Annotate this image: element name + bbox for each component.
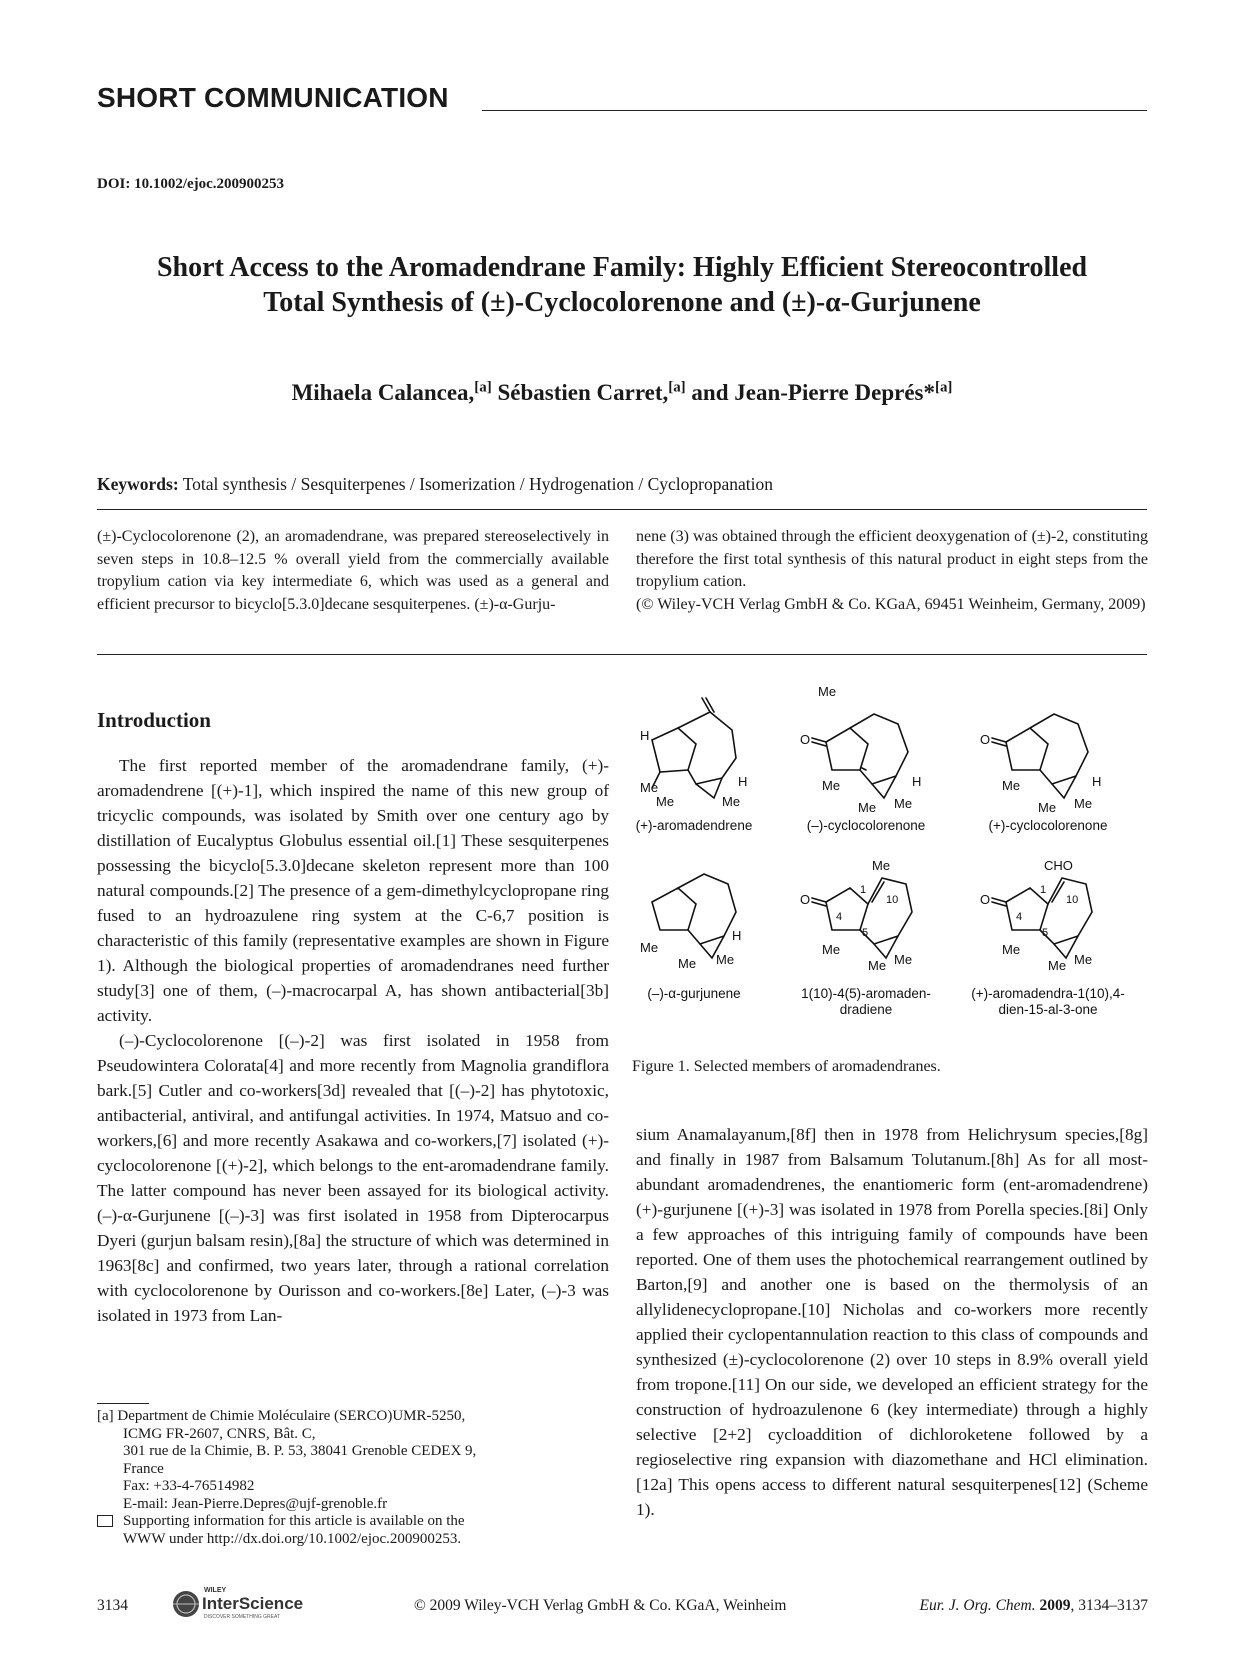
- page-number: 3134: [97, 1597, 128, 1614]
- compound-label: (+)-aromadendrene: [635, 818, 753, 833]
- figure-caption: Figure 1. Selected members of aromadendranes.: [632, 1058, 941, 1075]
- body-right-column: [636, 1122, 1148, 1522]
- atom-o: O: [800, 732, 811, 747]
- atom-me: Me: [656, 794, 675, 809]
- keywords: [97, 474, 773, 495]
- journal-name: Eur. J. Org. Chem.: [919, 1597, 1036, 1614]
- abstract-right: [636, 526, 1148, 616]
- atom-me: Me: [640, 940, 659, 955]
- journal-reference: [880, 1597, 1148, 1615]
- atom-h: H: [732, 928, 742, 943]
- header-rule: [482, 110, 1147, 111]
- atom-me: Me: [1074, 952, 1093, 967]
- atom-me: Me: [1038, 800, 1057, 815]
- authors: [97, 380, 1147, 406]
- compound-label: dien-15-al-3-one: [998, 1002, 1098, 1017]
- atom-me: Me: [868, 958, 887, 973]
- structure-gurjunene: [652, 874, 736, 958]
- atom-h: H: [1092, 774, 1102, 789]
- title-line-1: Short Access to the Aromadendrane Family: Highly Efficient Stereocontrolled: [156, 252, 1088, 283]
- computer-icon: [97, 1515, 113, 1527]
- keywords-text: Total synthesis / Sesquiterpenes / Isomerization / Hydrogenation / Cyclopropanation: [178, 474, 773, 494]
- affiliation-line: [a] Department de Chimie Moléculaire (SERCO)UMR-5250,: [97, 1408, 466, 1424]
- article-title: [97, 250, 1147, 320]
- atom-num-1: 1: [1040, 884, 1047, 896]
- atom-me: Me: [722, 794, 741, 809]
- divider: [97, 509, 1147, 510]
- figure-1: [632, 684, 1148, 1040]
- intro-heading: Introduction: [97, 708, 211, 732]
- atom-num-5: 5: [862, 927, 869, 939]
- atom-me: Me: [872, 858, 891, 873]
- abstract-copyright: (© Wiley-VCH Verlag GmbH & Co. KGaA, 69451 Weinheim, Germany, 2009): [636, 595, 1146, 613]
- divider: [97, 654, 1147, 655]
- atom-me: Me: [1002, 778, 1021, 793]
- abstract-left: (±)-Cyclocolorenone (2), an aromadendrane, was prepared stereoselectively in seven steps in 10.8–12.5 % overall yield from the commercially available tropylium cation via key intermediate 6, which was used as a general and efficient precursor to bicyclo[5.3.0]decane sesquiterpenes. (±)-α-Gurju-: [97, 528, 609, 613]
- author-1: Mihaela Calancea,: [291, 380, 475, 405]
- supporting-info-line-2[interactable]: WWW under http://dx.doi.org/10.1002/ejoc.200900253.: [123, 1530, 462, 1547]
- compound-label: (+)-aromadendra-1(10),4-: [971, 986, 1125, 1001]
- affil-mark: [a]: [474, 379, 492, 396]
- atom-me: Me: [640, 780, 659, 795]
- compound-label: 1(10)-4(5)-aromaden-: [801, 986, 931, 1001]
- fax-line: Fax: +33-4-76514982: [123, 1478, 255, 1494]
- atom-me: Me: [894, 952, 913, 967]
- atom-me: Me: [822, 942, 841, 957]
- keywords-label: Keywords:: [97, 474, 179, 494]
- author-2: Sébastien Carret,: [491, 380, 669, 405]
- atom-h: H: [738, 774, 748, 789]
- logo-tagline: DISCOVER SOMETHING GREAT: [204, 1614, 281, 1620]
- atom-o: O: [980, 732, 991, 747]
- atom-o: O: [980, 892, 991, 907]
- journal-pages: , 3134–3137: [1070, 1597, 1148, 1614]
- affiliation-line: ICMG FR-2607, CNRS, Bât. C,: [123, 1425, 316, 1442]
- atom-h: H: [640, 728, 650, 743]
- intro-paragraph-2: (–)-Cyclocolorenone [(–)-2] was first isolated in 1958 from Pseudowintera Colorata[4] and more recently from Magnolia grandiflora bark.[5] Cutler and co-workers[3d] revealed that [(–)-2] has phytotoxic, antibacterial, antiviral, and antifungal activities. In 1974, Matsuo and co-workers,[6] and more recently Asakawa and co-workers,[7] isolated (+)-cyclocolorenone [(+)-2], which belongs to the ent-aromadendrane family. The latter compound has never been assayed for its biological activity. (–)-α-Gurjunene [(–)-3] was first isolated in 1958 from Dipterocarpus Dyeri (gurjun balsam resin),[8a] the structure of which was determined in 1963[8c] and confirmed, two years later, through a rational correlation with cyclocolorenone by Ourisson and co-workers.[8e] Later, (–)-3 was isolated in 1973 from Lan-: [97, 1031, 609, 1325]
- footnote-rule: [97, 1403, 149, 1404]
- logo-main-text: InterScience: [202, 1594, 304, 1613]
- atom-num-4: 4: [836, 911, 843, 923]
- atom-num-1: 1: [860, 884, 867, 896]
- supporting-info: [97, 1513, 604, 1531]
- compound-label: dradiene: [839, 1002, 893, 1017]
- atom-num-10: 10: [1066, 894, 1079, 906]
- atom-o: O: [800, 892, 811, 907]
- doi[interactable]: DOI: 10.1002/ejoc.200900253: [97, 176, 285, 192]
- atom-num-4: 4: [1016, 911, 1023, 923]
- atom-me: Me: [716, 952, 735, 967]
- compound-label: (–)-α-gurjunene: [647, 986, 741, 1001]
- author-3: and Jean-Pierre Deprés*: [685, 380, 935, 405]
- affil-mark: [a]: [668, 379, 686, 396]
- footer-copyright: © 2009 Wiley-VCH Verlag GmbH & Co. KGaA, Weinheim: [414, 1597, 787, 1614]
- atom-me: Me: [894, 796, 913, 811]
- atom-cho: CHO: [1044, 858, 1073, 873]
- atom-me: Me: [678, 956, 697, 971]
- section-label: SHORT COMMUNICATION: [97, 82, 449, 113]
- journal-year: 2009: [1039, 1597, 1071, 1614]
- interscience-logo: [168, 1583, 328, 1623]
- structure-aromadendrene: [652, 698, 736, 798]
- atom-h: H: [912, 774, 922, 789]
- footnotes: [97, 1408, 604, 1548]
- title-line-2: Total Synthesis of (±)-Cyclocolorenone and (±)-α-Gurjunene: [263, 287, 981, 318]
- atom-me: Me: [858, 800, 877, 815]
- compound-label: (–)-cyclocolorenone: [806, 818, 926, 833]
- intro-paragraph-1: The first reported member of the aromadendrane family, (+)-aromadendrene [(+)-1], which inspired the name of this new group of tricyclic compounds, was isolated by Smith over one century ago by distillation of Eucalyptus Globulus essential oil.[1] These sesquiterpenes possessing the bicyclo[5.3.0]decane skeleton represent more than 100 natural compounds.[2] The presence of a gem-dimethylcyclopropane ring fused to an hydroazulene ring system at the C-6,7 position is characteristic of this family (representative examples are shown in Figure 1). Although the biological properties of aromadendranes need further study[3] one of them, (–)-macrocarpal A, has shown antibacterial[3b] activity.: [97, 756, 609, 1025]
- affiliation-line: France: [123, 1460, 164, 1477]
- body-left-column: [97, 753, 609, 1328]
- intro-paragraph-3: sium Anamalayanum,[8f] then in 1978 from Helichrysum species,[8g] and finally in 1987 from Balsamum Tolutanum.[8h] As for all most-abundant aromadendrenes, the enantiomeric form (ent-aromadendrene) (+)-gurjunene [(+)-3] was isolated in 1978 from Porella species.[8i] Only a few approaches of this intriguing family of compounds have been reported. One of them uses the photochemical rearrangement outlined by Barton,[9] and another one is based on the thermolysis of an allylidenecyclopropane.[10] Nicholas and co-workers more recently applied their cyclopentannulation reaction to this class of compounds and synthesized (±)-cyclocolorenone (2) over 10 steps in 8.9% overall yield from tropone.[11] On our side, we developed an efficient strategy for the construction of hydroazulenone 6 (key intermediate) through a highly selective [2+2] cycloaddition of dichloroketene followed by a regioselective ring expansion with diazomethane and HCl elimination.[12a] This opens access to different natural sesquiterpenes[12] (Scheme 1).: [636, 1125, 1148, 1519]
- abstract-right-text: nene (3) was obtained through the efficient deoxygenation of (±)-2, constituting therefore the first total synthesis of this natural product in eight steps from the tropylium cation.: [636, 528, 1148, 590]
- atom-num-5: 5: [1042, 927, 1049, 939]
- affiliation-line: 301 rue de la Chimie, B. P. 53, 38041 Grenoble CEDEX 9,: [123, 1443, 477, 1459]
- affil-mark: [a]: [934, 379, 953, 396]
- compound-label: (+)-cyclocolorenone: [988, 818, 1108, 833]
- atom-me: Me: [822, 778, 841, 793]
- atom-me: Me: [1048, 958, 1067, 973]
- atom-me: Me: [818, 684, 837, 699]
- logo-top-text: WILEY: [204, 1587, 227, 1594]
- atom-num-10: 10: [886, 894, 899, 906]
- email-line[interactable]: E-mail: Jean-Pierre.Depres@ujf-grenoble.fr: [123, 1495, 388, 1512]
- section-header: [97, 80, 1147, 120]
- atom-me: Me: [1002, 942, 1021, 957]
- atom-me: Me: [1074, 796, 1093, 811]
- supporting-info-line-1: Supporting information for this article is available on the: [123, 1513, 465, 1529]
